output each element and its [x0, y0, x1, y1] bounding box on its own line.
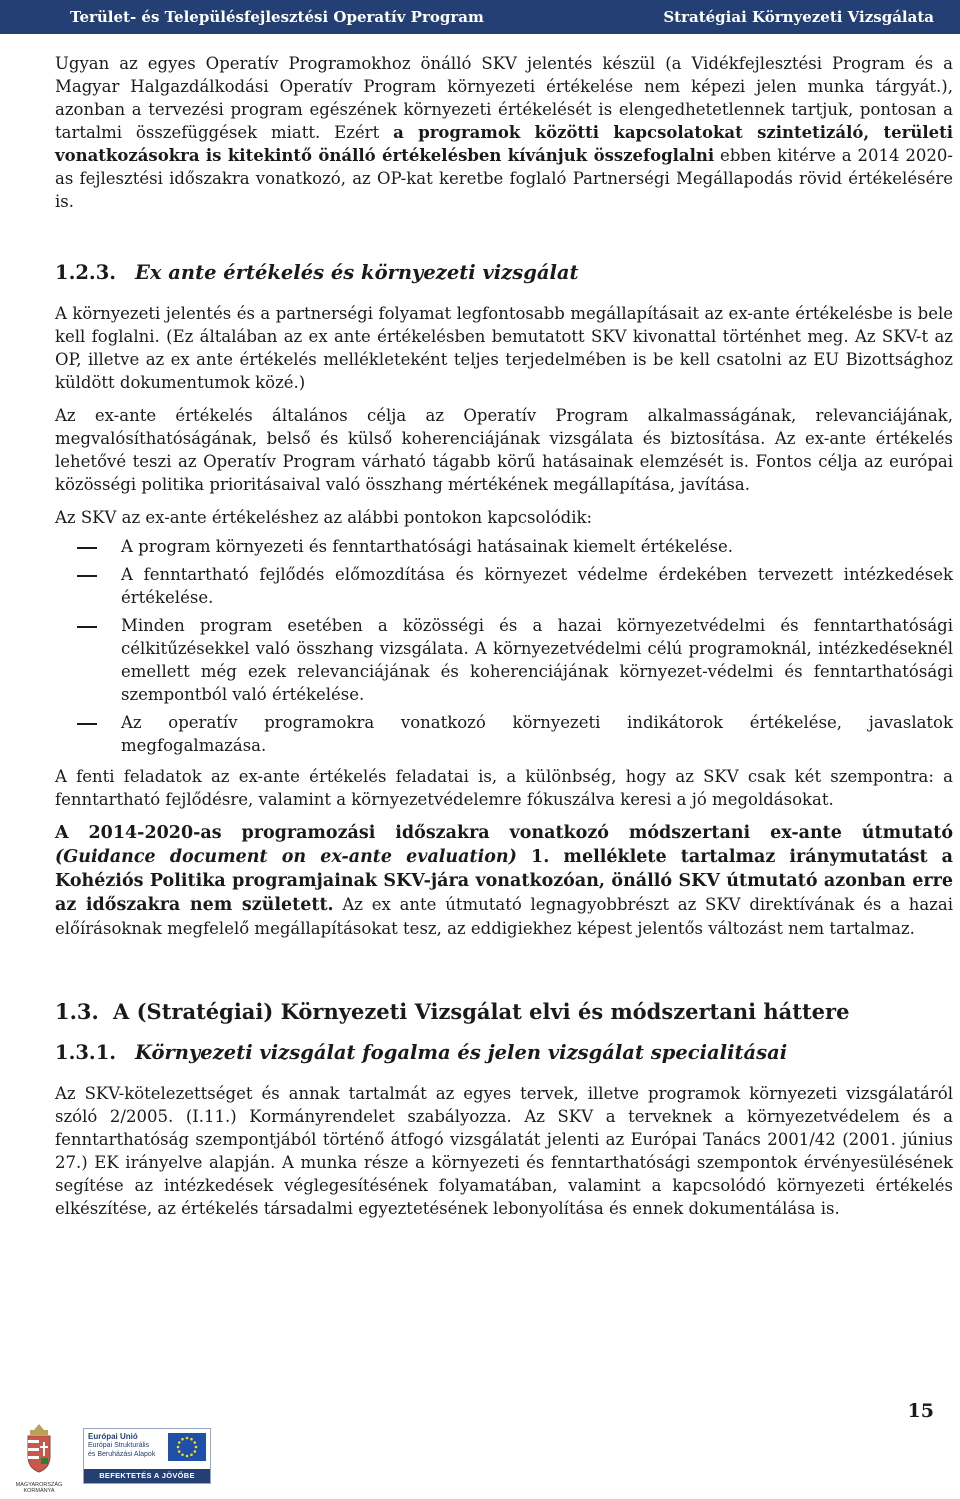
- section-number: 1.3.1.: [55, 1041, 117, 1064]
- paragraph-guidance: [55, 821, 953, 940]
- hungary-crest-logo: [8, 1420, 70, 1495]
- paragraph-bold-text: 1. melléklete tartalmaz iránymutatást a Kohéziós Politika programjainak SKV-jára vonatkozóan, önálló SKV útmutató azonban erre az időszakra nem született.: [55, 847, 953, 915]
- paragraph: Az SKV-kötelezettséget és annak tartalmát az egyes tervek, illetve programok környezeti vizsgálatáról szóló 2/2005. (I.11.) Kormányrendelet szabályozza. Az SKV a terveknek a környezetvédelem és a fenntarthatóság szempontjából történő átfogó vizsgálatát jelenti az Európai Tanács 2001/42 (2001. június 27.) EK irányelve alapján. A munka része a környezeti és fenntarthatósági szempontok érvényesülésének segítése az intézkedések véglegesítésének folyamatában, valamint a kapcsolódó környezeti értékelés elkészítése, az értékelés társadalmi egyeztetésének lebonyolítása és ennek dokumentálása is.: [55, 1084, 953, 1218]
- paragraph-text: ebben kitérve a 2014 2020-as fejlesztési időszakra vonatkozó, az OP-kat keretbe foglaló Partnerségi Megállapodás rövid értékelésére is.: [55, 146, 953, 211]
- paragraph-bold-italic-text: (Guidance document on ex-ante evaluation): [55, 847, 517, 867]
- section-heading-1-2-3: [55, 261, 953, 284]
- page-footer: [0, 1420, 960, 1495]
- crest-caption: MAGYARORSZÁG KORMÁNYA: [15, 1482, 63, 1494]
- paragraph: A fenti feladatok az ex-ante értékelés feladatai is, a különbség, hogy az SKV csak két szempontra: a fenntartható fejlődésre, valamint a környezetvédelemre fókuszálva keresi a jó megoldásokat.: [55, 767, 953, 809]
- paragraph-bold-text: A 2014-2020-as programozási időszakra vonatkozó módszertani ex-ante útmutató: [55, 823, 953, 843]
- eu-flag-icon: [168, 1433, 206, 1461]
- eu-logo-text: [88, 1432, 155, 1459]
- section-title: Környezeti vizsgálat fogalma és jelen vizsgálat specialitásai: [135, 1041, 788, 1064]
- section-heading-1-3-1: [55, 1041, 953, 1064]
- section-number: 1.2.3.: [55, 261, 117, 284]
- paragraph-bold-text: a programok közötti kapcsolatokat szintetizáló, területi vonatkozásokra is kitekintő önálló értékelésben kívánjuk összefoglalni: [55, 123, 953, 165]
- list-item: A program környezeti és fenntarthatósági hatásainak kiemelt értékelése.: [55, 535, 953, 558]
- header-left-title: Terület- és Településfejlesztési Operatív Program: [70, 8, 484, 26]
- eu-slogan-bar: BEFEKTETÉS A JÖVŐBE: [84, 1469, 210, 1483]
- page-header: [0, 0, 960, 34]
- paragraph: Az ex-ante értékelés általános célja az Operatív Program alkalmasságának, relevanciájának, megvalósíthatóságának, belső és külső koherenciájának vizsgálata és biztosítása. Az ex-ante értékelés lehetővé teszi az Operatív Program várható tágabb körű hatásainak elemzését is. Fontos célja az európai közösségi politika prioritásaival való összhang mértékének megállapítása, javítása.: [55, 406, 953, 494]
- header-right-title: Stratégiai Környezeti Vizsgálata: [663, 8, 934, 26]
- page-number: 15: [907, 1400, 934, 1422]
- eu-logo-line: és Beruházási Alapok: [88, 1451, 156, 1458]
- paragraph: Az SKV az ex-ante értékeléshez az alábbi pontokon kapcsolódik:: [55, 508, 593, 527]
- dash-list: [55, 535, 953, 757]
- list-item: A fenntartható fejlődés előmozdítása és környezet védelme érdekében tervezett intézkedések értékelése.: [55, 563, 953, 609]
- section-number: 1.3.: [55, 999, 99, 1024]
- section-title: Ex ante értékelés és környezeti vizsgálat: [135, 261, 579, 284]
- paragraph-intro: [55, 52, 953, 213]
- section-heading-1-3: [55, 1000, 953, 1023]
- paragraph-text: Az ex ante útmutató legnagyobbrészt az SKV direktívának és a hazai előírásoknak megfelelő megállapításokat tesz, az eddigiekhez képest jelentős változást nem tartalmaz.: [55, 895, 953, 938]
- list-item: Minden program esetében a közösségi és a hazai környezetvédelmi és fenntarthatósági célkitűzésekkel való összhang vizsgálata. A környezetvédelmi célú programoknál, intézkedéseknél emellett még ezek relevanciájának és koherenciájának környezet-védelmi és fenntarthatósági szempontból való értékelése.: [55, 614, 953, 706]
- eu-funds-logo: [83, 1428, 211, 1484]
- paragraph: A környezeti jelentés és a partnerségi folyamat legfontosabb megállapításait az ex-ante értékelésbe is bele kell foglalni. (Ez általában az ex ante értékelésben bemutatott SKV kivonattal történhet meg. Az SKV-t az OP, illetve az ex ante értékelés mellékleteként teljes terjedelmében is be kell csatolni az EU Bizottsághoz küldött dokumentumok közé.): [55, 304, 953, 392]
- list-item: Az operatív programokra vonatkozó környezeti indikátorok értékelése, javaslatok megfogalmazása.: [55, 711, 953, 757]
- document-body: [55, 52, 953, 1230]
- paragraph-text: Ugyan az egyes Operatív Programokhoz önálló SKV jelentés készül (a Vidékfejlesztési Program és a Magyar Halgazdálkodási Operatív Program környezeti értékelése nem képezi jelen munka tárgyát.), azonban a tervezési program egészének környezeti értékelését is elengedhetetlennek tartjuk, pontosan a tartalmi összefüggések miatt. Ezért: [55, 54, 953, 142]
- eu-logo-line: Európai Strukturális: [88, 1442, 150, 1449]
- eu-logo-line: Európai Unió: [88, 1432, 138, 1441]
- section-title: A (Stratégiai) Környezeti Vizsgálat elvi és módszertani háttere: [113, 999, 850, 1024]
